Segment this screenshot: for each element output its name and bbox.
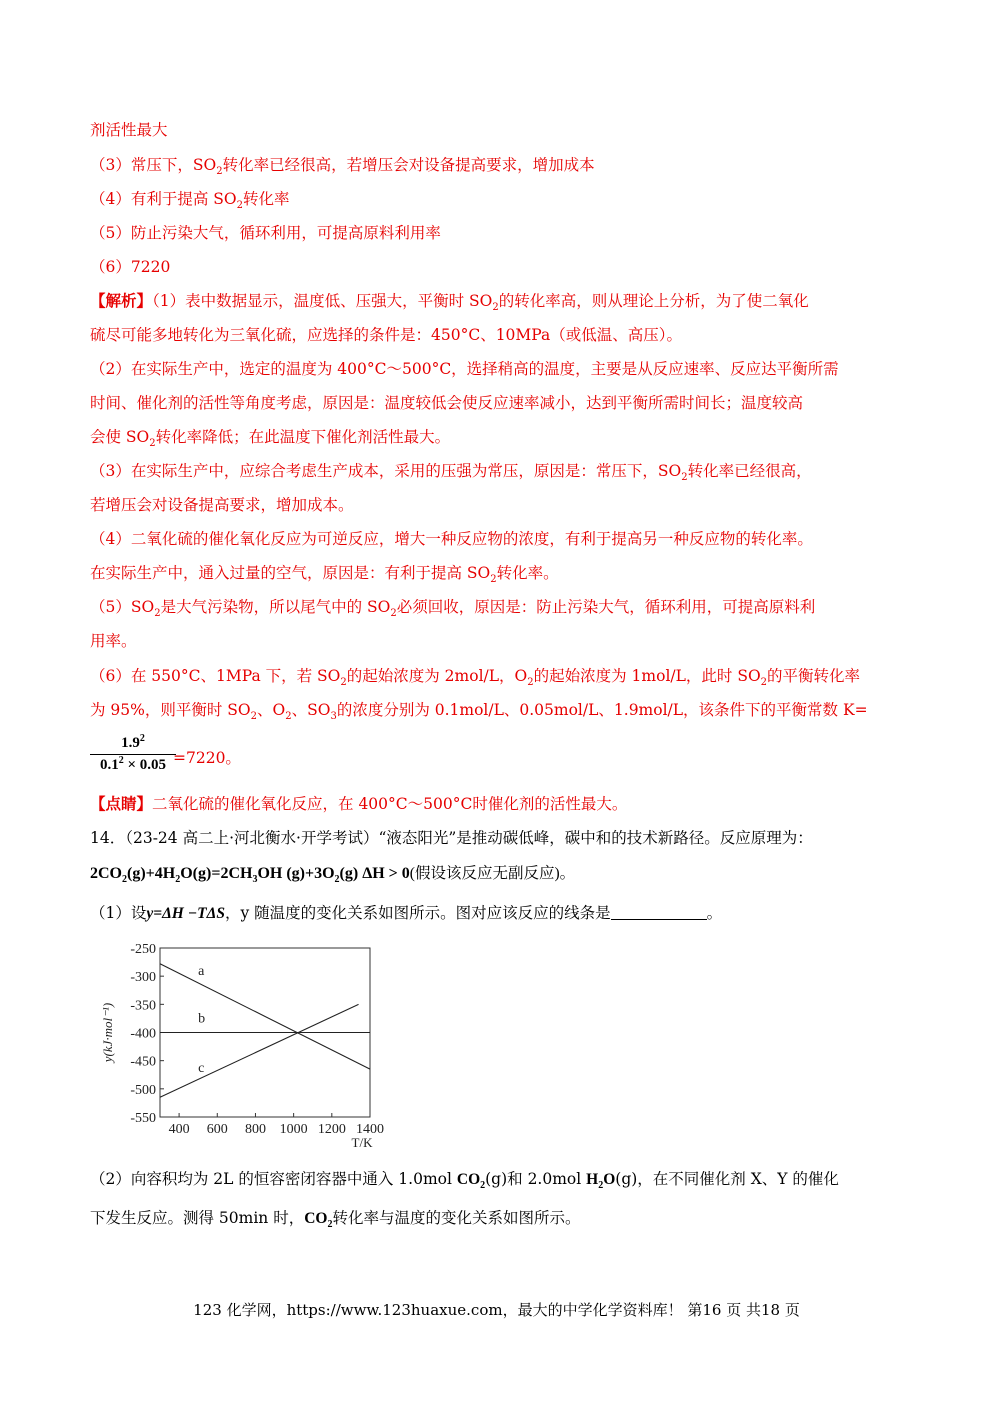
y-vs-temperature-chart — [100, 940, 410, 1155]
series-label-a: a — [198, 964, 205, 980]
page-footer: 123 化学网，https://www.123huaxue.com，最大的中学化学资料库！ 第16 页 共18 页 — [193, 1301, 800, 1319]
answer-line-3: （3）常压下，$SO_2$转化率已经很高，若增压会对设备提高要求，增加成本 — [90, 156, 595, 177]
x-tick-label: 1400 — [356, 1122, 384, 1137]
fraction-numerator: $1.9^2$ — [121, 733, 145, 751]
answer-line-5: （5）防止污染大气，循环利用，可提高原料利用率 — [90, 224, 441, 242]
analysis-line-12: （6）在 550°C、1MPa 下，若 $SO_2$的起始浓度为 2mol/L，$O_2$的起始浓度为 1mol/L，此时 $SO_2$的平衡转化率 — [90, 667, 861, 688]
y-tick-label: -300 — [130, 970, 156, 986]
answer-blank[interactable] — [611, 905, 707, 920]
y-axis-label: y(kJ·mol⁻¹) — [100, 1002, 115, 1063]
analysis-line-13: 为 95%，则平衡时 $SO_2$、$O_2$、$SO_3$的浓度分别为 0.1mol/L、0.05mol/L、1.9mol/L，该条件下的平衡常数 K= — [90, 701, 868, 722]
question-14-part-1: （1）设y=ΔH −TΔS，y 随温度的变化关系如图所示。图对应该反应的线条是 。 — [90, 904, 723, 922]
analysis-line-3: （2）在实际生产中，选定的温度为 400°C～500°C，选择稍高的温度，主要是从反应速率、反应达平衡所需 — [90, 360, 839, 378]
series-label-b: b — [198, 1011, 206, 1027]
fraction-result: =7220。 — [173, 749, 241, 767]
fraction-bar — [90, 754, 176, 755]
analysis-line-8: （4）二氧化硫的催化氧化反应为可逆反应，增大一种反应物的浓度，有利于提高另一种反应物的转化率。 — [90, 530, 813, 548]
x-tick-label: 600 — [206, 1122, 228, 1137]
answer-line-1: 剂活性最大 — [90, 121, 168, 139]
question-14-stem: 14．（23-24 高二上·河北衡水·开学考试）“液态阳光”是推动碳低峰，碳中和的技术新路径。反应原理为： — [90, 829, 813, 847]
analysis-line-2: 硫尽可能多地转化为三氧化硫，应选择的条件是：450°C、10MPa（或低温、高压）。 — [90, 326, 683, 344]
analysis-line-10: $(5)SO_2$是大气污染物，所以尾气中的 $SO_2$必须回收，原因是：防止污染大气，循环利用，可提高原料利 — [90, 598, 816, 619]
answer-line-6: （6）7220 — [90, 258, 171, 276]
series-line-c — [160, 1004, 359, 1097]
series-label-c: c — [198, 1060, 205, 1076]
x-tick-label: 800 — [244, 1122, 266, 1137]
question-14-part-2-line-1: （2）向容积均为 2L 的恒容密闭容器中通入 1.0mol $CO_2(g)$和 2.0mol $H_2O(g)$，在不同催化剂 X、Y 的催化 — [90, 1170, 839, 1191]
key-point-line: 【点睛】二氧化硫的催化氧化反应，在 400°C～500°C时催化剂的活性最大。 — [90, 794, 628, 813]
y-tick-label: -450 — [130, 1054, 156, 1070]
analysis-line-5: 会使 $SO_2$转化率降低；在此温度下催化剂活性最大。 — [90, 428, 451, 449]
analysis-line-6: （3）在实际生产中，应综合考虑生产成本，采用的压强为常压，原因是：常压下，$SO_2$转化率已经很高， — [90, 462, 812, 483]
y-tick-label: -250 — [130, 942, 156, 957]
x-tick-label: 1000 — [279, 1122, 308, 1137]
x-axis-label: T/K — [351, 1135, 373, 1150]
analysis-tag: 【解析】 — [90, 291, 153, 310]
key-point-tag: 【点睛】 — [90, 794, 153, 813]
analysis-line-7: 若增压会对设备提高要求，增加成本。 — [90, 496, 354, 514]
question-14-part-2-line-2: 下发生反应。测得 50min 时，$CO_2$转化率与温度的变化关系如图所示。 — [90, 1209, 581, 1230]
y-tick-label: -350 — [130, 998, 156, 1014]
fraction-denominator: $0.1^2 \times 0.05$ — [99, 755, 167, 773]
y-tick-label: -550 — [130, 1111, 156, 1126]
series-line-a — [160, 964, 370, 1069]
equilibrium-constant-fraction — [90, 735, 176, 774]
y-tick-label: -500 — [130, 1082, 156, 1098]
analysis-line-11: 用率。 — [90, 632, 137, 650]
analysis-line-1: 【解析】（1）表中数据显示，温度低、压强大，平衡时 $SO_2$的转化率高，则从理论上分析，为了使二氧化 — [90, 291, 809, 313]
x-tick-label: 400 — [168, 1122, 190, 1137]
analysis-line-4: 时间、催化剂的活性等角度考虑，原因是：温度较低会使反应速率减小，达到平衡所需时间长；温度较高 — [90, 394, 804, 412]
y-tick-label: -400 — [130, 1026, 156, 1042]
answer-line-4: （4）有利于提高 $SO_2$转化率 — [90, 190, 290, 211]
reaction-equation: $2CO_2(g)+4H_2O(g)=2CH_3OH$ $(g)+3O_2(g) \Delta H > 0$(假设该反应无副反应)。 — [90, 865, 576, 885]
analysis-line-9: 在实际生产中，通入过量的空气，原因是：有利于提高 $SO_2$转化率。 — [90, 564, 559, 585]
x-tick-label: 1200 — [317, 1122, 346, 1137]
